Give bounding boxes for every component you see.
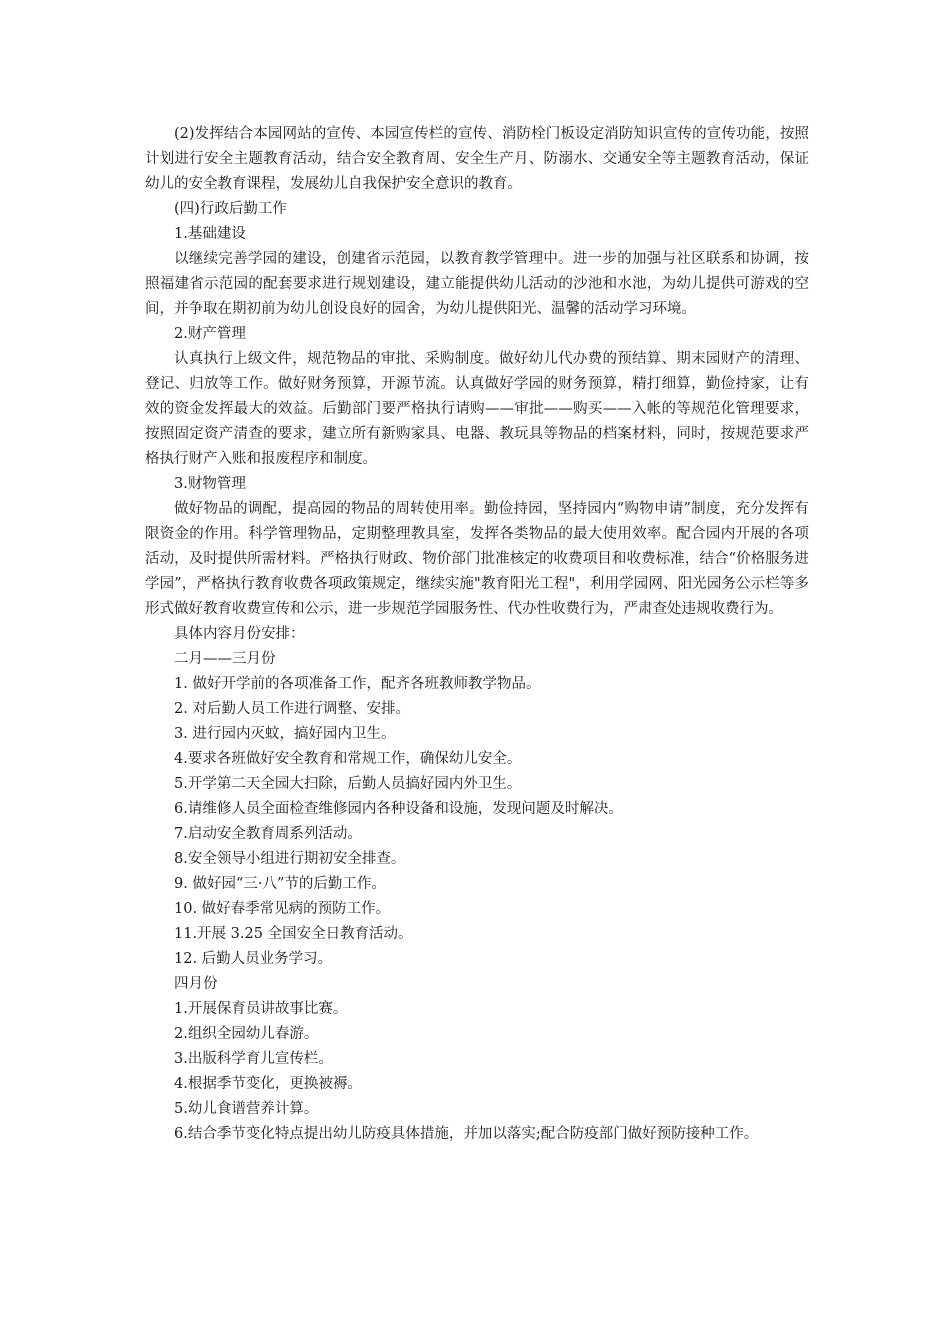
list-item: 2.组织全园幼儿春游。 [174, 1026, 319, 1042]
list-item: 2. 对后勤人员工作进行调整、安排。 [174, 701, 410, 717]
list-item: 3.出版科学育儿宣传栏。 [174, 1051, 333, 1067]
list-item: 7.启动安全教育周系列活动。 [174, 826, 362, 842]
list-item: 6.结合季节变化特点提出幼儿防疫具体措施，并加以落实;配合防疫部门做好预防接种工作。 [174, 1126, 759, 1142]
paragraph-fire-safety-publicity: (2)发挥结合本园网站的宣传、本园宣传栏的宣传、消防栓门板设定消防知识宣传的宣传功能，按照计划进行安全主题教育活动，结合安全教育周、安全生产月、防溺水、交通安全等主题教育活动，保证幼儿的安全教育课程，发展幼儿自我保护安全意识的教育。 [145, 126, 809, 192]
list-item: 9. 做好园“三·八”节的后勤工作。 [174, 876, 386, 892]
list-item: 5.幼儿食谱营养计算。 [174, 1101, 319, 1117]
paragraph-infrastructure: 以继续完善学园的建设，创建省示范园，以教育教学管理中。进一步的加强与社区联系和协调，按照福建省示范园的配套要求进行规划建设，建立能提供幼儿活动的沙池和水池，为幼儿提供可游戏的空间，并争取在期初前为幼儿创设良好的园舍，为幼儿提供阳光、温馨的活动学习环境。 [145, 251, 809, 317]
list-item: 4.根据季节变化，更换被褥。 [174, 1076, 362, 1092]
list-item: 8.安全领导小组进行期初安全排查。 [174, 851, 406, 867]
list-item: 12. 后勤人员业务学习。 [174, 951, 333, 967]
list-item: 11.开展 3.25 全国安全日教育活动。 [174, 926, 413, 942]
heading-goods-management: 3.财物管理 [174, 476, 246, 492]
list-item: 5.开学第二天全园大扫除，后勤人员搞好园内外卫生。 [174, 776, 522, 792]
list-item: 3. 进行园内灭蚊，搞好园内卫生。 [174, 726, 396, 742]
heading-property-management: 2.财产管理 [174, 326, 246, 342]
document-page [145, 122, 809, 1147]
heading-monthly-schedule: 具体内容月份安排： [174, 626, 305, 642]
heading-admin-logistics: (四)行政后勤工作 [174, 201, 287, 217]
list-item: 10. 做好春季常见病的预防工作。 [174, 901, 391, 917]
list-item: 6.请维修人员全面检查维修园内各种设备和设施，发现问题及时解决。 [174, 801, 623, 817]
paragraph-goods-management: 做好物品的调配，提高园的物品的周转使用率。勤俭持园，坚持园内“购物申请”制度，充分发挥有限资金的作用。科学管理物品，定期整理教具室，发挥各类物品的最大使用效率。配合园内开展的各项活动，及时提供所需材料。严格执行财政、物价部门批准核定的收费项目和收费标准，结合“价格服务进学园”，严格执行教育收费各项政策规定，继续实施"教育阳光工程"，利用学园网、阳光园务公示栏等多形式做好教育收费宣传和公示，进一步规范学园服务性、代办性收费行为，严肃查处违规收费行为。 [145, 501, 809, 617]
list-item: 1. 做好开学前的各项准备工作，配齐各班教师教学物品。 [174, 676, 541, 692]
list-item: 1.开展保育员讲故事比赛。 [174, 1001, 348, 1017]
list-item: 4.要求各班做好安全教育和常规工作，确保幼儿安全。 [174, 751, 522, 767]
heading-april: 四月份 [174, 976, 218, 992]
paragraph-property-management: 认真执行上级文件，规范物品的审批、采购制度。做好幼儿代办费的预结算、期末园财产的清理、登记、归放等工作。做好财务预算，开源节流。认真做好学园的财务预算，精打细算，勤俭持家，让有效的资金发挥最大的效益。后勤部门要严格执行请购——审批——购买——入帐的等规范化管理要求，按照固定资产清查的要求，建立所有新购家具、电器、教玩具等物品的档案材料，同时，按规范要求严格执行财产入账和报废程序和制度。 [145, 351, 809, 467]
heading-infrastructure: 1.基础建设 [174, 226, 246, 242]
heading-feb-march: 二月——三月份 [174, 651, 276, 667]
